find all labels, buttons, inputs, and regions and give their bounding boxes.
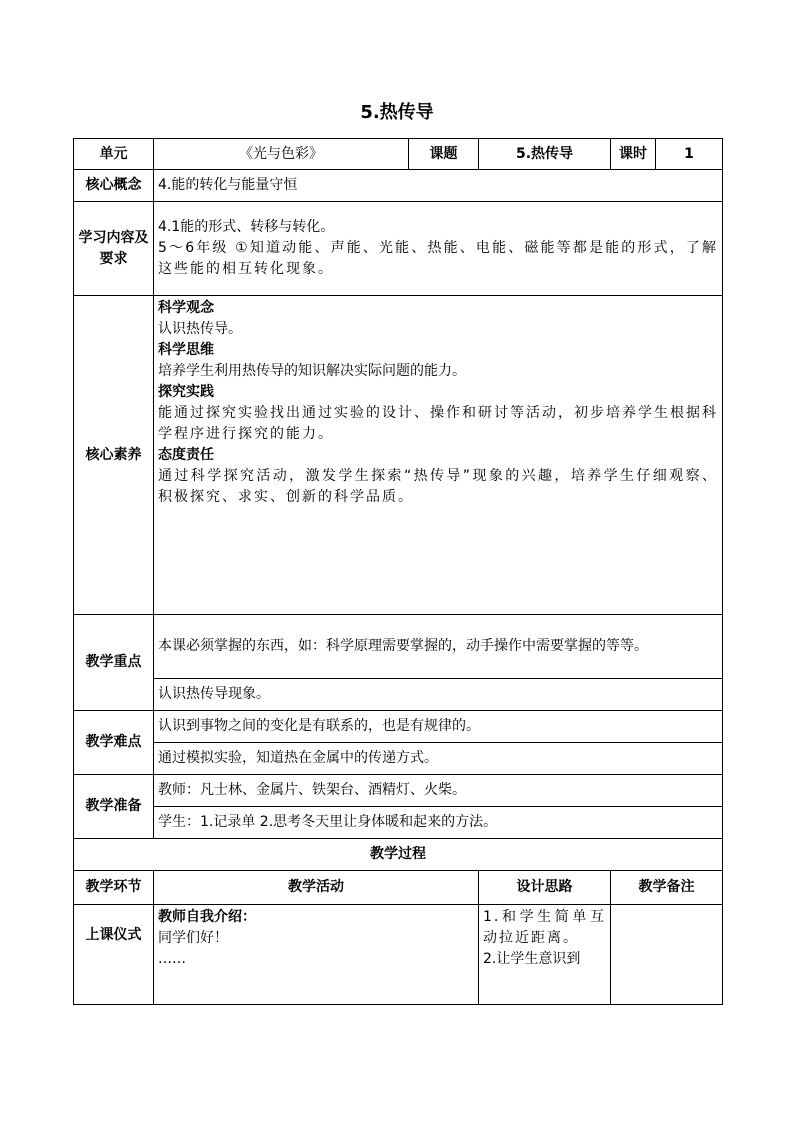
key-points-row-2 <box>74 679 723 711</box>
key-points-row-1 <box>74 615 723 679</box>
difficulties-row-1 <box>74 711 723 743</box>
literacy-heading-2: 科学思维 <box>158 342 214 358</box>
process-activity <box>154 905 479 1005</box>
topic-value: 5.热传导 <box>479 139 611 170</box>
literacy-label: 核心素养 <box>74 296 154 615</box>
core-concept-label: 核心概念 <box>74 170 154 202</box>
difficulties-row-2 <box>74 743 723 775</box>
difficulties-text-2: 通过模拟实验，知道热在金属中的传递方式。 <box>154 743 723 775</box>
literacy-heading-1: 科学观念 <box>158 300 214 316</box>
literacy-row <box>74 296 723 615</box>
page-title: 5.热传导 <box>360 102 434 123</box>
process-header-row <box>74 871 723 905</box>
process-row <box>74 905 723 1005</box>
hours-label: 课时 <box>611 139 656 170</box>
process-col-design: 设计思路 <box>479 871 611 905</box>
preparation-row-2 <box>74 807 723 839</box>
literacy-text-1: 认识热传导。 <box>158 321 242 337</box>
process-col-stage: 教学环节 <box>74 871 154 905</box>
process-design-line-2: 2.让学生意识到 <box>483 951 581 967</box>
core-concept-value: 4.能的转化与能量守恒 <box>154 170 723 202</box>
process-col-activity: 教学活动 <box>154 871 479 905</box>
core-concept-row <box>74 170 723 202</box>
key-points-text-1: 本课必须掌握的东西，如：科学原理需要掌握的，动手操作中需要掌握的等等。 <box>154 615 723 679</box>
learning-label: 学习内容及要求 <box>74 202 154 296</box>
process-notes <box>611 905 723 1005</box>
process-title: 教学过程 <box>74 839 723 871</box>
process-col-notes: 教学备注 <box>611 871 723 905</box>
preparation-text-2: 学生：1.记录单 2.思考冬天里让身体暖和起来的方法。 <box>154 807 723 839</box>
literacy-heading-4: 态度责任 <box>158 447 214 463</box>
preparation-text-1: 教师：凡士林、金属片、铁架台、酒精灯、火柴。 <box>154 775 723 807</box>
unit-value: 《光与色彩》 <box>154 139 409 170</box>
difficulties-label: 教学难点 <box>74 711 154 775</box>
preparation-row-1 <box>74 775 723 807</box>
literacy-text-3: 能通过探究实验找出通过实验的设计、操作和研讨等活动，初步培养学生根据科学程序进行探究的能力。 <box>158 405 718 442</box>
topic-label: 课题 <box>409 139 479 170</box>
process-activity-heading: 教师自我介绍： <box>158 909 256 925</box>
hours-value: 1 <box>656 139 723 170</box>
process-activity-line-1: 同学们好！ <box>158 930 228 946</box>
process-design-line-1: 1.和学生简单互动拉近距离。 <box>483 909 606 946</box>
process-design <box>479 905 611 1005</box>
key-points-label: 教学重点 <box>74 615 154 711</box>
header-row <box>74 139 723 170</box>
process-title-row <box>74 839 723 871</box>
difficulties-text-1: 认识到事物之间的变化是有联系的，也是有规律的。 <box>154 711 723 743</box>
learning-row <box>74 202 723 296</box>
process-stage: 上课仪式 <box>74 905 154 1005</box>
learning-line-1: 4.1能的形式、转移与转化。 <box>158 219 335 235</box>
key-points-text-2: 认识热传导现象。 <box>154 679 723 711</box>
literacy-text-2: 培养学生利用热传导的知识解决实际问题的能力。 <box>158 363 466 379</box>
literacy-text-4: 通过科学探究活动，激发学生探索“热传导”现象的兴趣，培养学生仔细观察、积极探究、求实、创新的科学品质。 <box>158 468 718 505</box>
learning-content <box>154 202 723 296</box>
process-activity-line-2: …… <box>158 951 186 967</box>
unit-label: 单元 <box>74 139 154 170</box>
literacy-heading-3: 探究实践 <box>158 384 214 400</box>
learning-line-2: 5～6年级 ①知道动能、声能、光能、热能、电能、磁能等都是能的形式，了解这些能的相互转化现象。 <box>158 240 718 277</box>
preparation-label: 教学准备 <box>74 775 154 839</box>
literacy-content <box>154 296 723 615</box>
lesson-plan-table <box>73 138 723 1005</box>
